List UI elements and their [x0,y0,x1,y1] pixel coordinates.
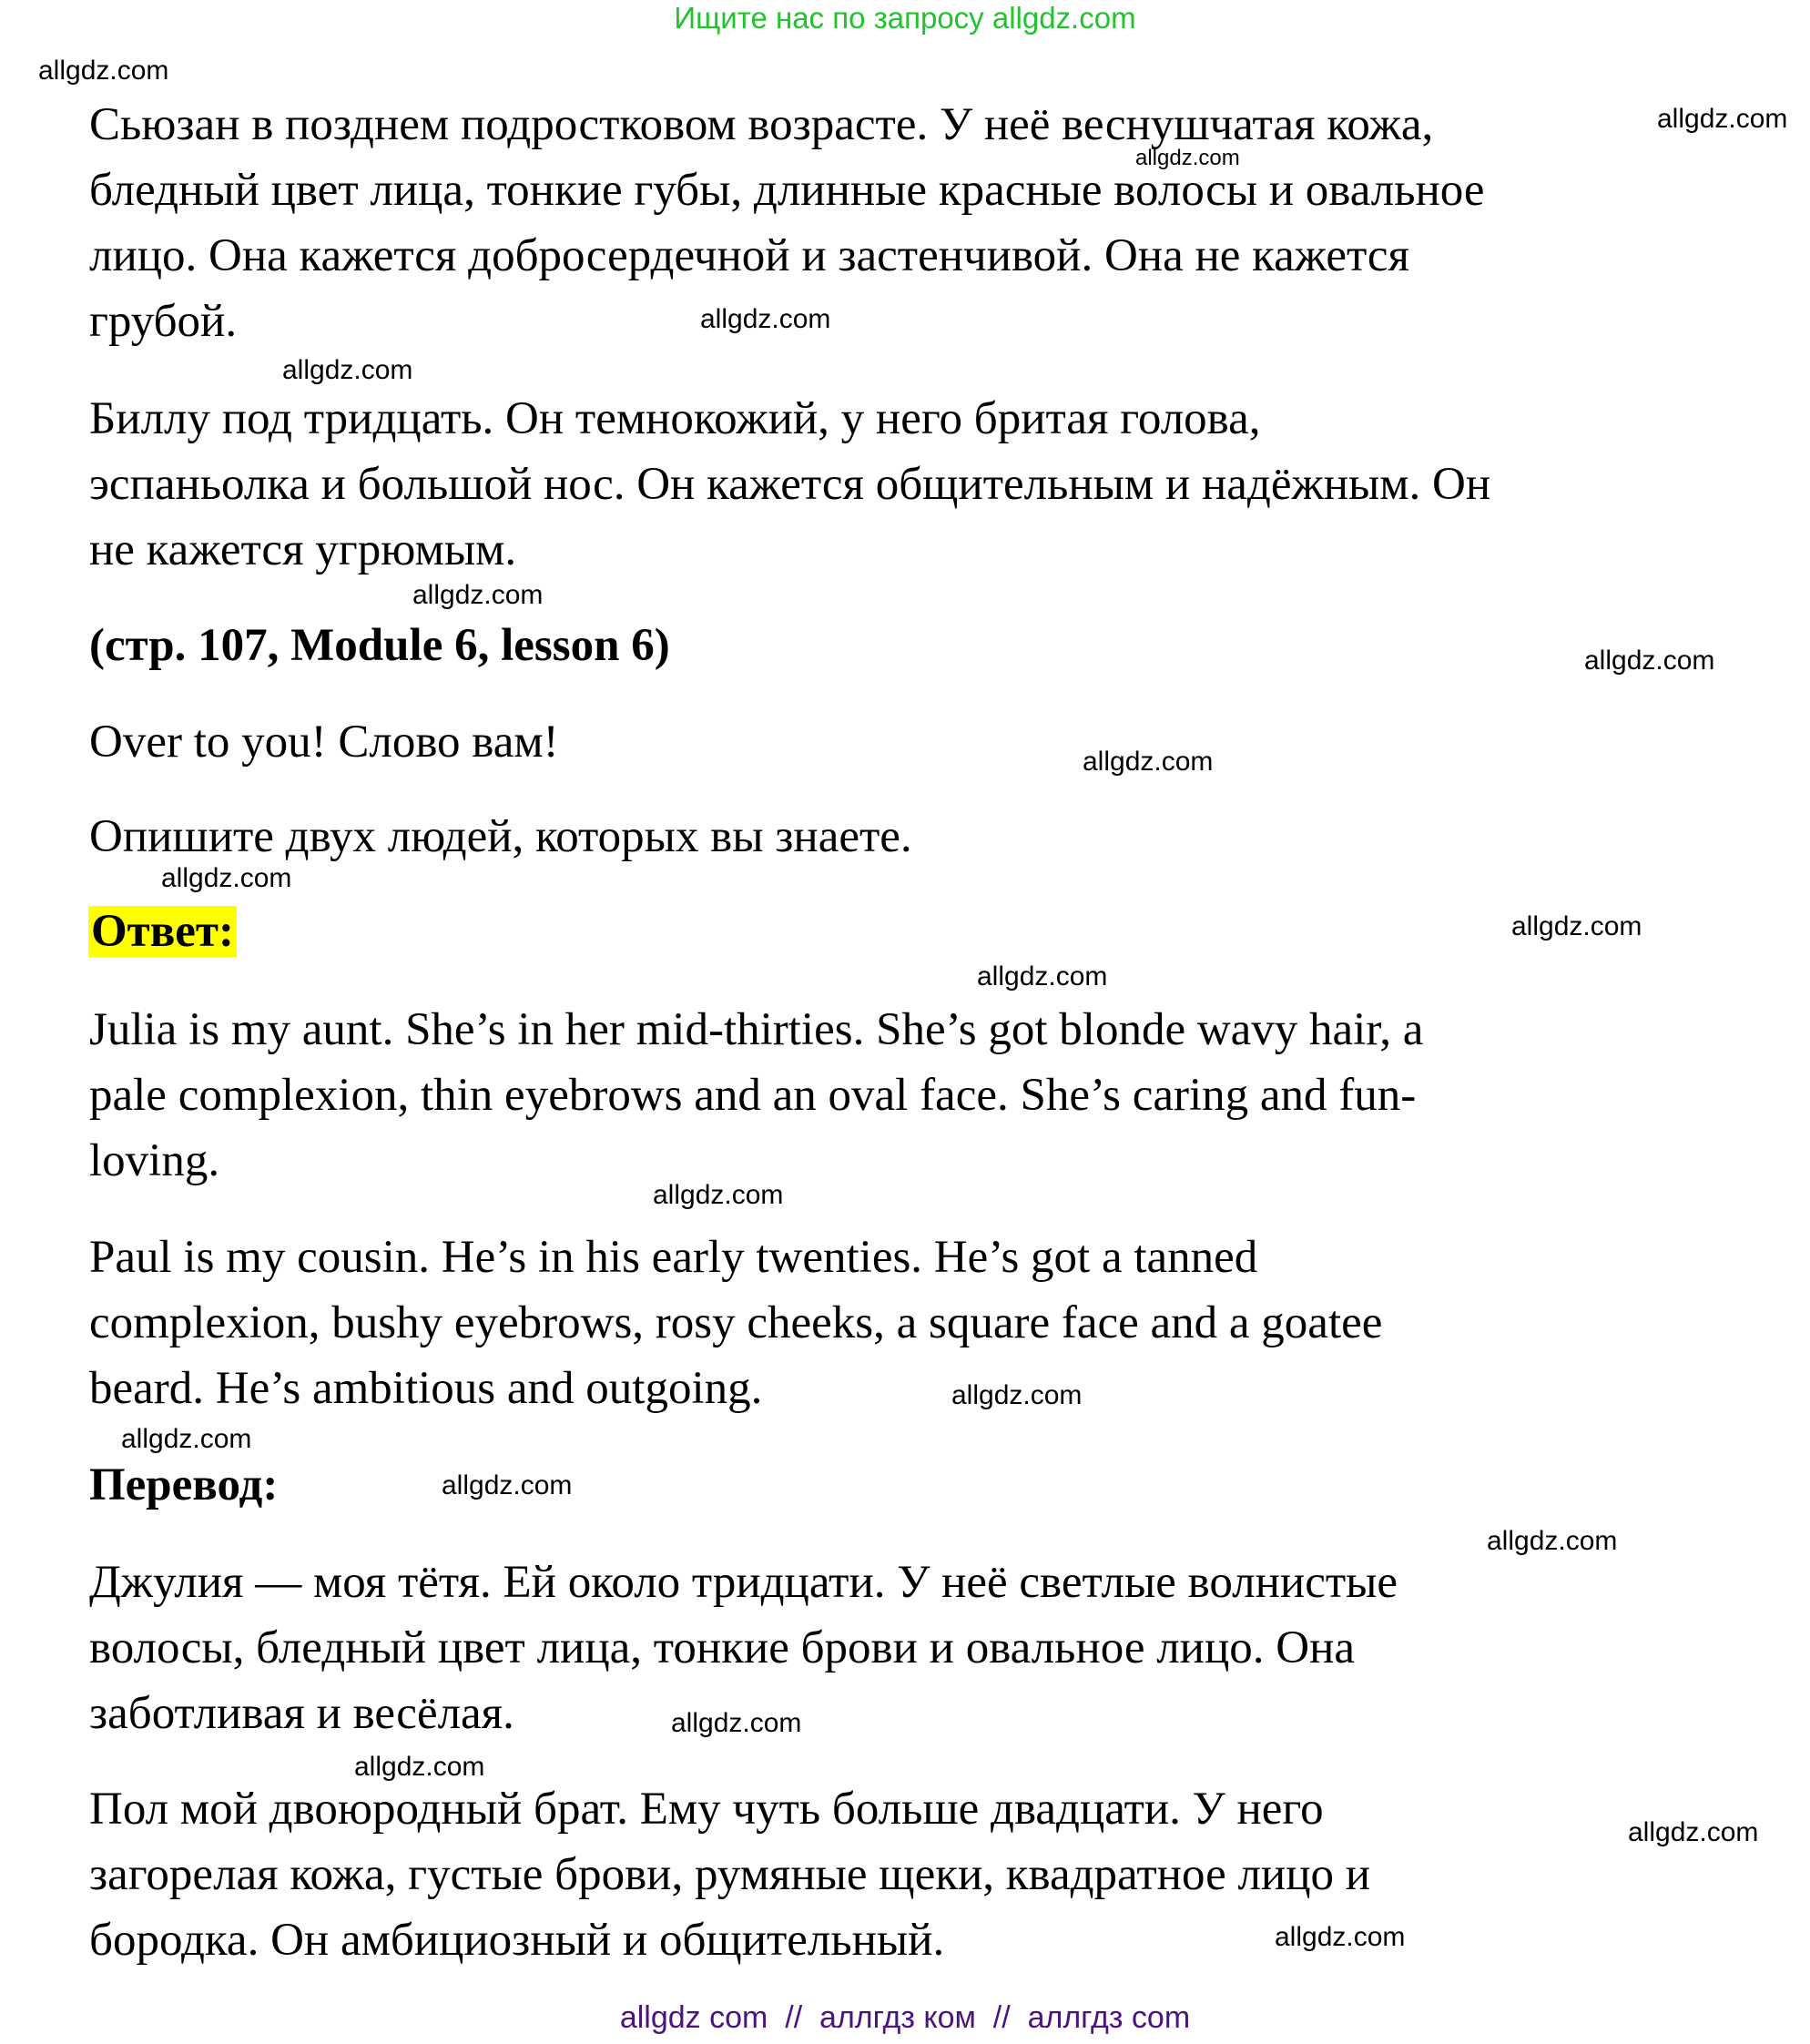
answer-julia-line-2: pale complexion, thin eyebrows and an oval face. She’s caring and fun- [89,1070,1417,1121]
translation-julia-line-2: волосы, бледный цвет лица, тонкие брови и овальное лицо. Она [89,1622,1356,1673]
translation-julia-line-3: заботливая и весёлая. [89,1688,514,1739]
answer-julia-line-1: Julia is my aunt. She’s in her mid-thirties. She’s got blonde wavy hair, a [89,1004,1424,1055]
translation-julia-line-1: Джулия — моя тётя. Ей около тридцати. У неё светлые волнистые [89,1557,1398,1608]
answer-paul-line-2: complexion, bushy eyebrows, rosy cheeks, a square face and a goatee [89,1297,1383,1348]
watermark: allgdz.com [977,961,1108,991]
watermark: allgdz.com [161,863,292,893]
watermark: allgdz.com [700,304,831,334]
watermark: allgdz.com [1083,747,1214,777]
task-instruction: Опишите двух людей, которых вы знаете. [89,811,912,862]
translation-paul-line-1: Пол мой двоюродный брат. Ему чуть больше двадцати. У него [89,1784,1324,1835]
watermark: allgdz.com [1511,911,1642,941]
watermark: allgdz.com [354,1752,485,1782]
task-title: Over to you! Слово вам! [89,717,559,768]
susan-line-3: лицо. Она кажется добросердечной и застенчивой. Она не кажется [89,230,1410,281]
bill-line-3: не кажется угрюмым. [89,524,517,575]
watermark: allgdz.com [1628,1817,1759,1847]
watermark: allgdz.com [1584,646,1715,676]
susan-line-1: Сьюзан в позднем подростковом возрасте. У неё веснушчатая кожа, [89,99,1434,150]
watermark: allgdz.com [1657,104,1788,134]
watermark: allgdz.com [282,355,413,385]
answer-paul-line-3: beard. He’s ambitious and outgoing. [89,1363,763,1414]
bill-line-2: эспаньолка и большой нос. Он кажется общительным и надёжным. Он [89,459,1491,510]
watermark: allgdz.com [1135,146,1240,170]
watermark: allgdz.com [1487,1526,1618,1556]
watermark: allgdz.com [671,1708,802,1738]
translation-paul-line-3: бородка. Он амбициозный и общительный. [89,1915,945,1966]
bill-line-1: Биллу под тридцать. Он темнокожий, у него бритая голова, [89,393,1261,444]
translation-paul-line-2: загорелая кожа, густые брови, румяные щеки, квадратное лицо и [89,1849,1371,1900]
answer-paul-line-1: Paul is my cousin. He’s in his early twenties. He’s got a tanned [89,1232,1258,1283]
watermark: allgdz.com [653,1180,784,1210]
susan-line-4: грубой. [89,296,238,347]
watermark: allgdz.com [412,580,544,610]
watermark: allgdz.com [38,56,169,86]
watermark: allgdz.com [442,1470,573,1500]
answer-julia-line-3: loving. [89,1135,220,1186]
watermark: allgdz.com [1275,1922,1406,1952]
translation-label: Перевод: [89,1459,279,1510]
watermark: allgdz.com [951,1380,1083,1410]
header-search-link[interactable]: Ищите нас по запросу allgdz.com [674,1,1136,35]
answer-label [88,904,237,959]
watermark: allgdz.com [121,1424,252,1454]
susan-line-2: бледный цвет лица, тонкие губы, длинные красные волосы и овальное [89,165,1485,216]
answer-label-highlight: Ответ: [88,906,237,957]
task-reference: (стр. 107, Module 6, lesson 6) [89,620,670,671]
footer-links[interactable]: allgdz com // аллгдз ком // аллгдз com [619,2000,1191,2035]
